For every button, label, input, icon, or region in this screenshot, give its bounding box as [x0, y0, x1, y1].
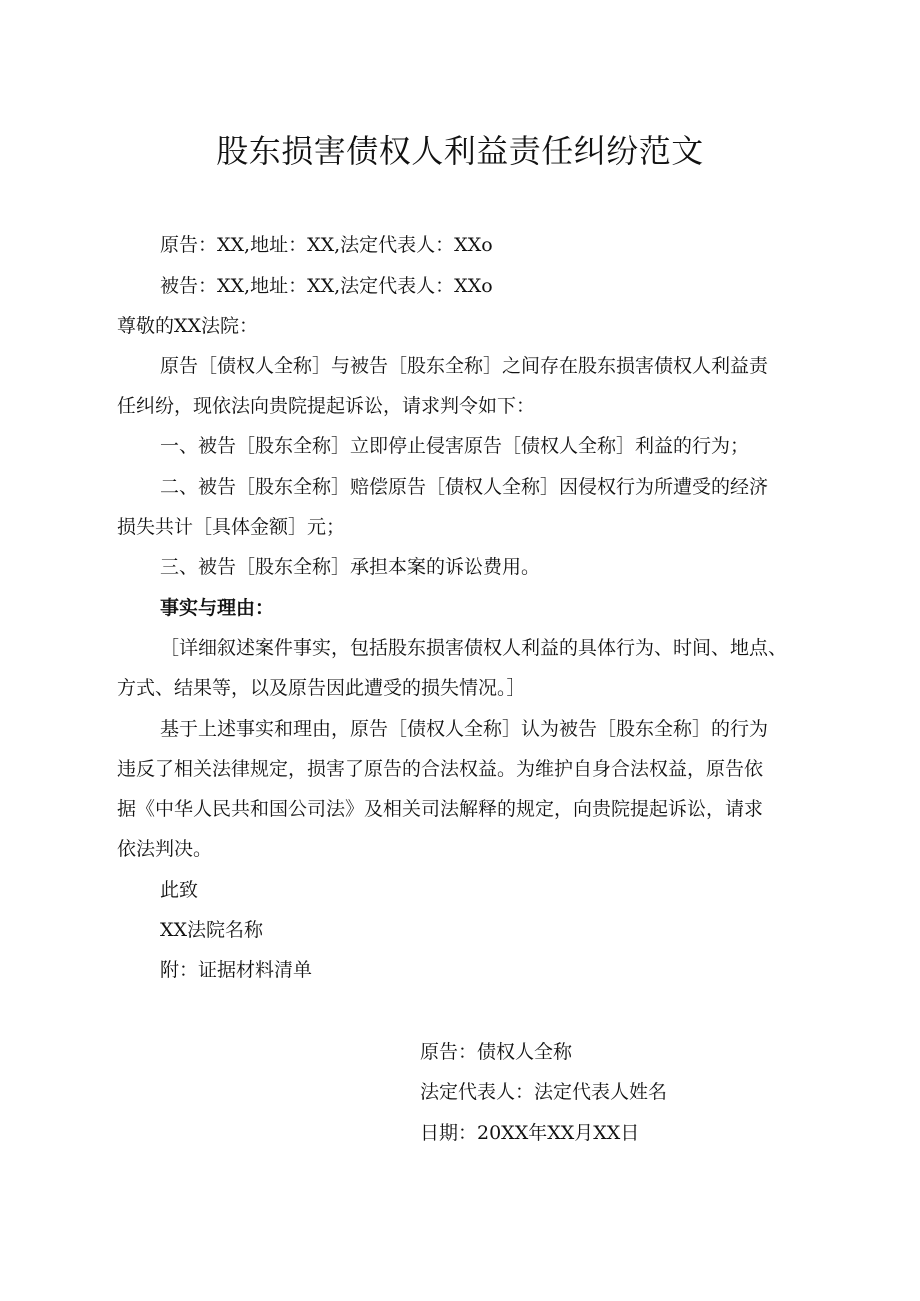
conclusion-line-3: 据《中华人民共和国公司法》及相关司法解释的规定，向贵院提起诉讼，请求	[117, 798, 764, 820]
document-title: 股东损害债权人利益责任纠纷范文	[216, 132, 704, 170]
salutation: 尊敬的XX法院：	[117, 315, 259, 337]
plaintiff-line: 原告：XX,地址：XX,法定代表人：XXo	[160, 234, 493, 256]
conclusion-line-1: 基于上述事实和理由，原告［债权人全称］认为被告［股东全称］的行为	[160, 718, 769, 740]
claim-2-line-2: 损失共计［具体金额］元；	[117, 516, 346, 538]
court-name: XX法院名称	[160, 919, 264, 941]
intro-line-1: 原告［债权人全称］与被告［股东全称］之间存在股东损害债权人利益责	[160, 355, 769, 377]
facts-line-1: ［详细叙述案件事实，包括股东损害债权人利益的具体行为、时间、地点、	[160, 637, 788, 659]
signature-date: 日期：20XX年XX月XX日	[420, 1122, 640, 1144]
claim-3: 三、被告［股东全称］承担本案的诉讼费用。	[160, 556, 541, 578]
signature-plaintiff: 原告：债权人全称	[420, 1041, 573, 1063]
signature-representative: 法定代表人：法定代表人姓名	[420, 1081, 668, 1103]
claim-1: 一、被告［股东全称］立即停止侵害原告［债权人全称］利益的行为；	[160, 435, 750, 457]
defendant-line: 被告：XX,地址：XX,法定代表人：XXo	[160, 275, 493, 297]
conclusion-line-2: 违反了相关法律规定，损害了原告的合法权益。为维护自身合法权益，原告依	[117, 758, 764, 780]
attachment: 附：证据材料清单	[160, 959, 313, 981]
closing: 此致	[160, 879, 199, 901]
facts-heading: 事实与理由：	[160, 597, 275, 619]
conclusion-line-4: 依法判决。	[117, 838, 213, 860]
facts-line-2: 方式、结果等，以及原告因此遭受的损失情况。］	[117, 677, 526, 699]
intro-line-2: 任纠纷，现依法向贵院提起诉讼，请求判令如下：	[117, 395, 536, 417]
claim-2-line-1: 二、被告［股东全称］赔偿原告［债权人全称］因侵权行为所遭受的经济	[160, 476, 769, 498]
